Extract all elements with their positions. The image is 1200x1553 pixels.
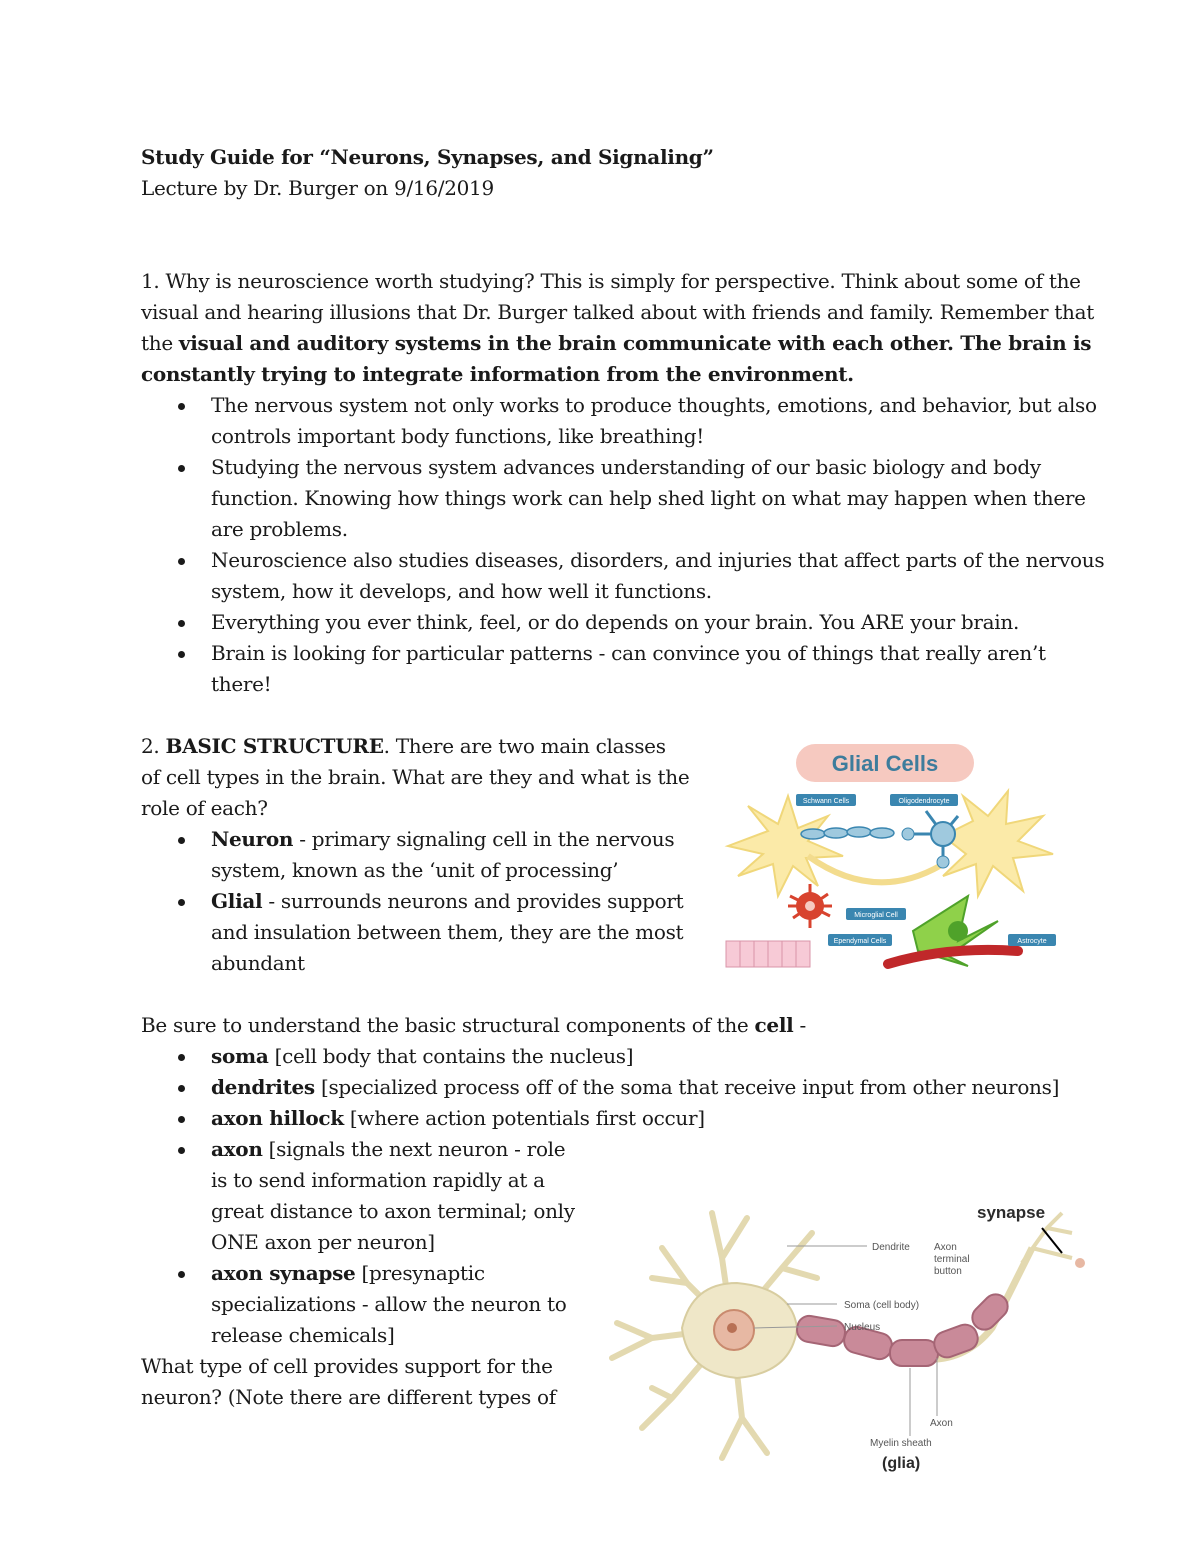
def-axon-2: is to send information rapidly at a	[211, 1168, 545, 1192]
list-item	[211, 1134, 565, 1165]
def-axon-synapse-3: release chemicals]	[211, 1323, 395, 1347]
glial-def-3: abundant	[211, 951, 305, 975]
structure-intro-bold: cell	[754, 1013, 794, 1037]
neuron-def-2: system, known as the ‘unit of processing’	[211, 858, 619, 882]
bullet-icon	[178, 403, 185, 410]
list-item: Neuroscience also studies diseases, disorders, and injuries that affect parts of the nervous	[211, 548, 1105, 572]
soma-label: Soma (cell body)	[844, 1300, 920, 1311]
microglial-cell	[788, 884, 832, 928]
glial-cells-figure	[708, 736, 1070, 976]
def-axon-hillock: [where action potentials first occur]	[343, 1106, 705, 1130]
list-item: there!	[211, 672, 272, 696]
glial-title: Glial Cells	[831, 751, 939, 776]
def-axon-synapse-1: [presynaptic	[355, 1261, 485, 1285]
def-axon-4: ONE axon per neuron]	[211, 1230, 435, 1254]
q1-line-4: constantly trying to integrate information from the environment.	[141, 362, 854, 386]
term-axon-hillock: axon hillock	[211, 1106, 344, 1130]
list-item: Brain is looking for particular patterns - can convince you of things that really aren’t	[211, 641, 1046, 665]
list-item: Everything you ever think, feel, or do depends on your brain. You ARE your brain.	[211, 610, 1020, 634]
glial-term: Glial	[211, 889, 263, 913]
yellow-cell-right	[943, 791, 1053, 896]
q1-line-3-bold: visual and auditory systems in the brain communicate with each other. The brain is	[178, 331, 1092, 355]
bullet-icon	[178, 651, 185, 658]
bullet-icon	[178, 1147, 185, 1154]
schwann-chain	[801, 827, 894, 839]
q2-number: 2.	[141, 734, 166, 758]
glial-definition	[211, 886, 683, 917]
bullet-icon	[178, 837, 185, 844]
bullet-icon	[178, 620, 185, 627]
bullet-icon	[178, 1116, 185, 1123]
glia-label: (glia)	[882, 1455, 921, 1472]
glial-def-2: and insulation between them, they are the most	[211, 920, 684, 944]
document-subtitle: Lecture by Dr. Burger on 9/16/2019	[141, 176, 494, 200]
ependymal-label: Ependymal Cells	[833, 938, 887, 945]
microglial-label: Microglial Cell	[854, 912, 898, 919]
list-item: controls important body functions, like breathing!	[211, 424, 705, 448]
glial-def-1: - surrounds neurons and provides support	[262, 889, 684, 913]
structure-intro-pre: Be sure to understand the basic structural components of the	[141, 1013, 755, 1037]
bullet-icon	[178, 465, 185, 472]
axon-label: Axon	[930, 1418, 953, 1429]
axon-link	[808, 856, 948, 882]
bullet-icon	[178, 1085, 185, 1092]
myelin-label: Myelin sheath	[870, 1438, 932, 1449]
term-axon: axon	[211, 1137, 263, 1161]
def-soma: [cell body that contains the nucleus]	[268, 1044, 634, 1068]
def-dendrites: [specialized process off of the soma that receive input from other neurons]	[314, 1075, 1060, 1099]
term-dendrites: dendrites	[211, 1075, 315, 1099]
structure-question-2: neuron? (Note there are different types of	[141, 1385, 556, 1409]
structure-intro	[141, 1010, 806, 1041]
oligodendrocyte-label: Oligodendrocyte	[898, 798, 950, 805]
synapse-label: synapse	[977, 1203, 1046, 1222]
list-item	[211, 1072, 1059, 1103]
axon-terminal-label-3: button	[934, 1266, 962, 1277]
axon-terminal-label-2: terminal	[934, 1254, 970, 1265]
schwann-label: Schwann Cells	[802, 798, 850, 805]
neuron-definition	[211, 824, 674, 855]
q1-line-3-prefix: the	[141, 331, 179, 355]
q2-line-2: of cell types in the brain. What are they and what is the	[141, 765, 690, 789]
astrocyte-label: Astrocyte	[1017, 938, 1047, 945]
terminal-button	[1075, 1258, 1085, 1268]
list-item: are problems.	[211, 517, 348, 541]
structure-question-1: What type of cell provides support for the	[141, 1354, 553, 1378]
list-item: Studying the nervous system advances understanding of our basic biology and body	[211, 455, 1041, 479]
q1-line-1: 1. Why is neuroscience worth studying? This is simply for perspective. Think about some of the	[141, 269, 1081, 293]
q1-line-3	[141, 328, 1091, 359]
bullet-icon	[178, 558, 185, 565]
bullet-icon	[178, 1054, 185, 1061]
list-item: system, how it develops, and how well it functions.	[211, 579, 712, 603]
q2-line-1	[141, 731, 666, 762]
term-soma: soma	[211, 1044, 269, 1068]
q2-line-1-rest: . There are two main classes	[383, 734, 666, 758]
nucleolus	[727, 1323, 737, 1333]
list-item	[211, 1103, 705, 1134]
axon-terminal-label-1: Axon	[934, 1242, 957, 1253]
q2-heading: BASIC STRUCTURE	[165, 734, 384, 758]
oligodendrocyte	[902, 811, 958, 868]
ependymal-cells	[726, 941, 810, 967]
neuron-def-1: - primary signaling cell in the nervous	[293, 827, 675, 851]
bullet-icon	[178, 899, 185, 906]
def-axon-synapse-2: specializations - allow the neuron to	[211, 1292, 567, 1316]
bullet-icon	[178, 1271, 185, 1278]
term-axon-synapse: axon synapse	[211, 1261, 356, 1285]
structure-intro-post: -	[793, 1013, 806, 1037]
q1-line-2: visual and hearing illusions that Dr. Burger talked about with friends and family. Remember that	[141, 300, 1094, 324]
document-title: Study Guide for “Neurons, Synapses, and Signaling”	[141, 145, 714, 169]
def-axon-3: great distance to axon terminal; only	[211, 1199, 575, 1223]
q2-line-3: role of each?	[141, 796, 268, 820]
dendrite-label: Dendrite	[872, 1242, 910, 1253]
nucleus-label: Nucleus	[844, 1322, 881, 1333]
list-item	[211, 1258, 485, 1289]
def-axon-1: [signals the next neuron - role	[262, 1137, 566, 1161]
neuron-figure	[592, 1188, 1098, 1478]
list-item	[211, 1041, 633, 1072]
list-item: The nervous system not only works to produce thoughts, emotions, and behavior, but also	[211, 393, 1097, 417]
neuron-term: Neuron	[211, 827, 294, 851]
yellow-cell-left	[728, 796, 843, 896]
list-item: function. Knowing how things work can help shed light on what may happen when there	[211, 486, 1086, 510]
